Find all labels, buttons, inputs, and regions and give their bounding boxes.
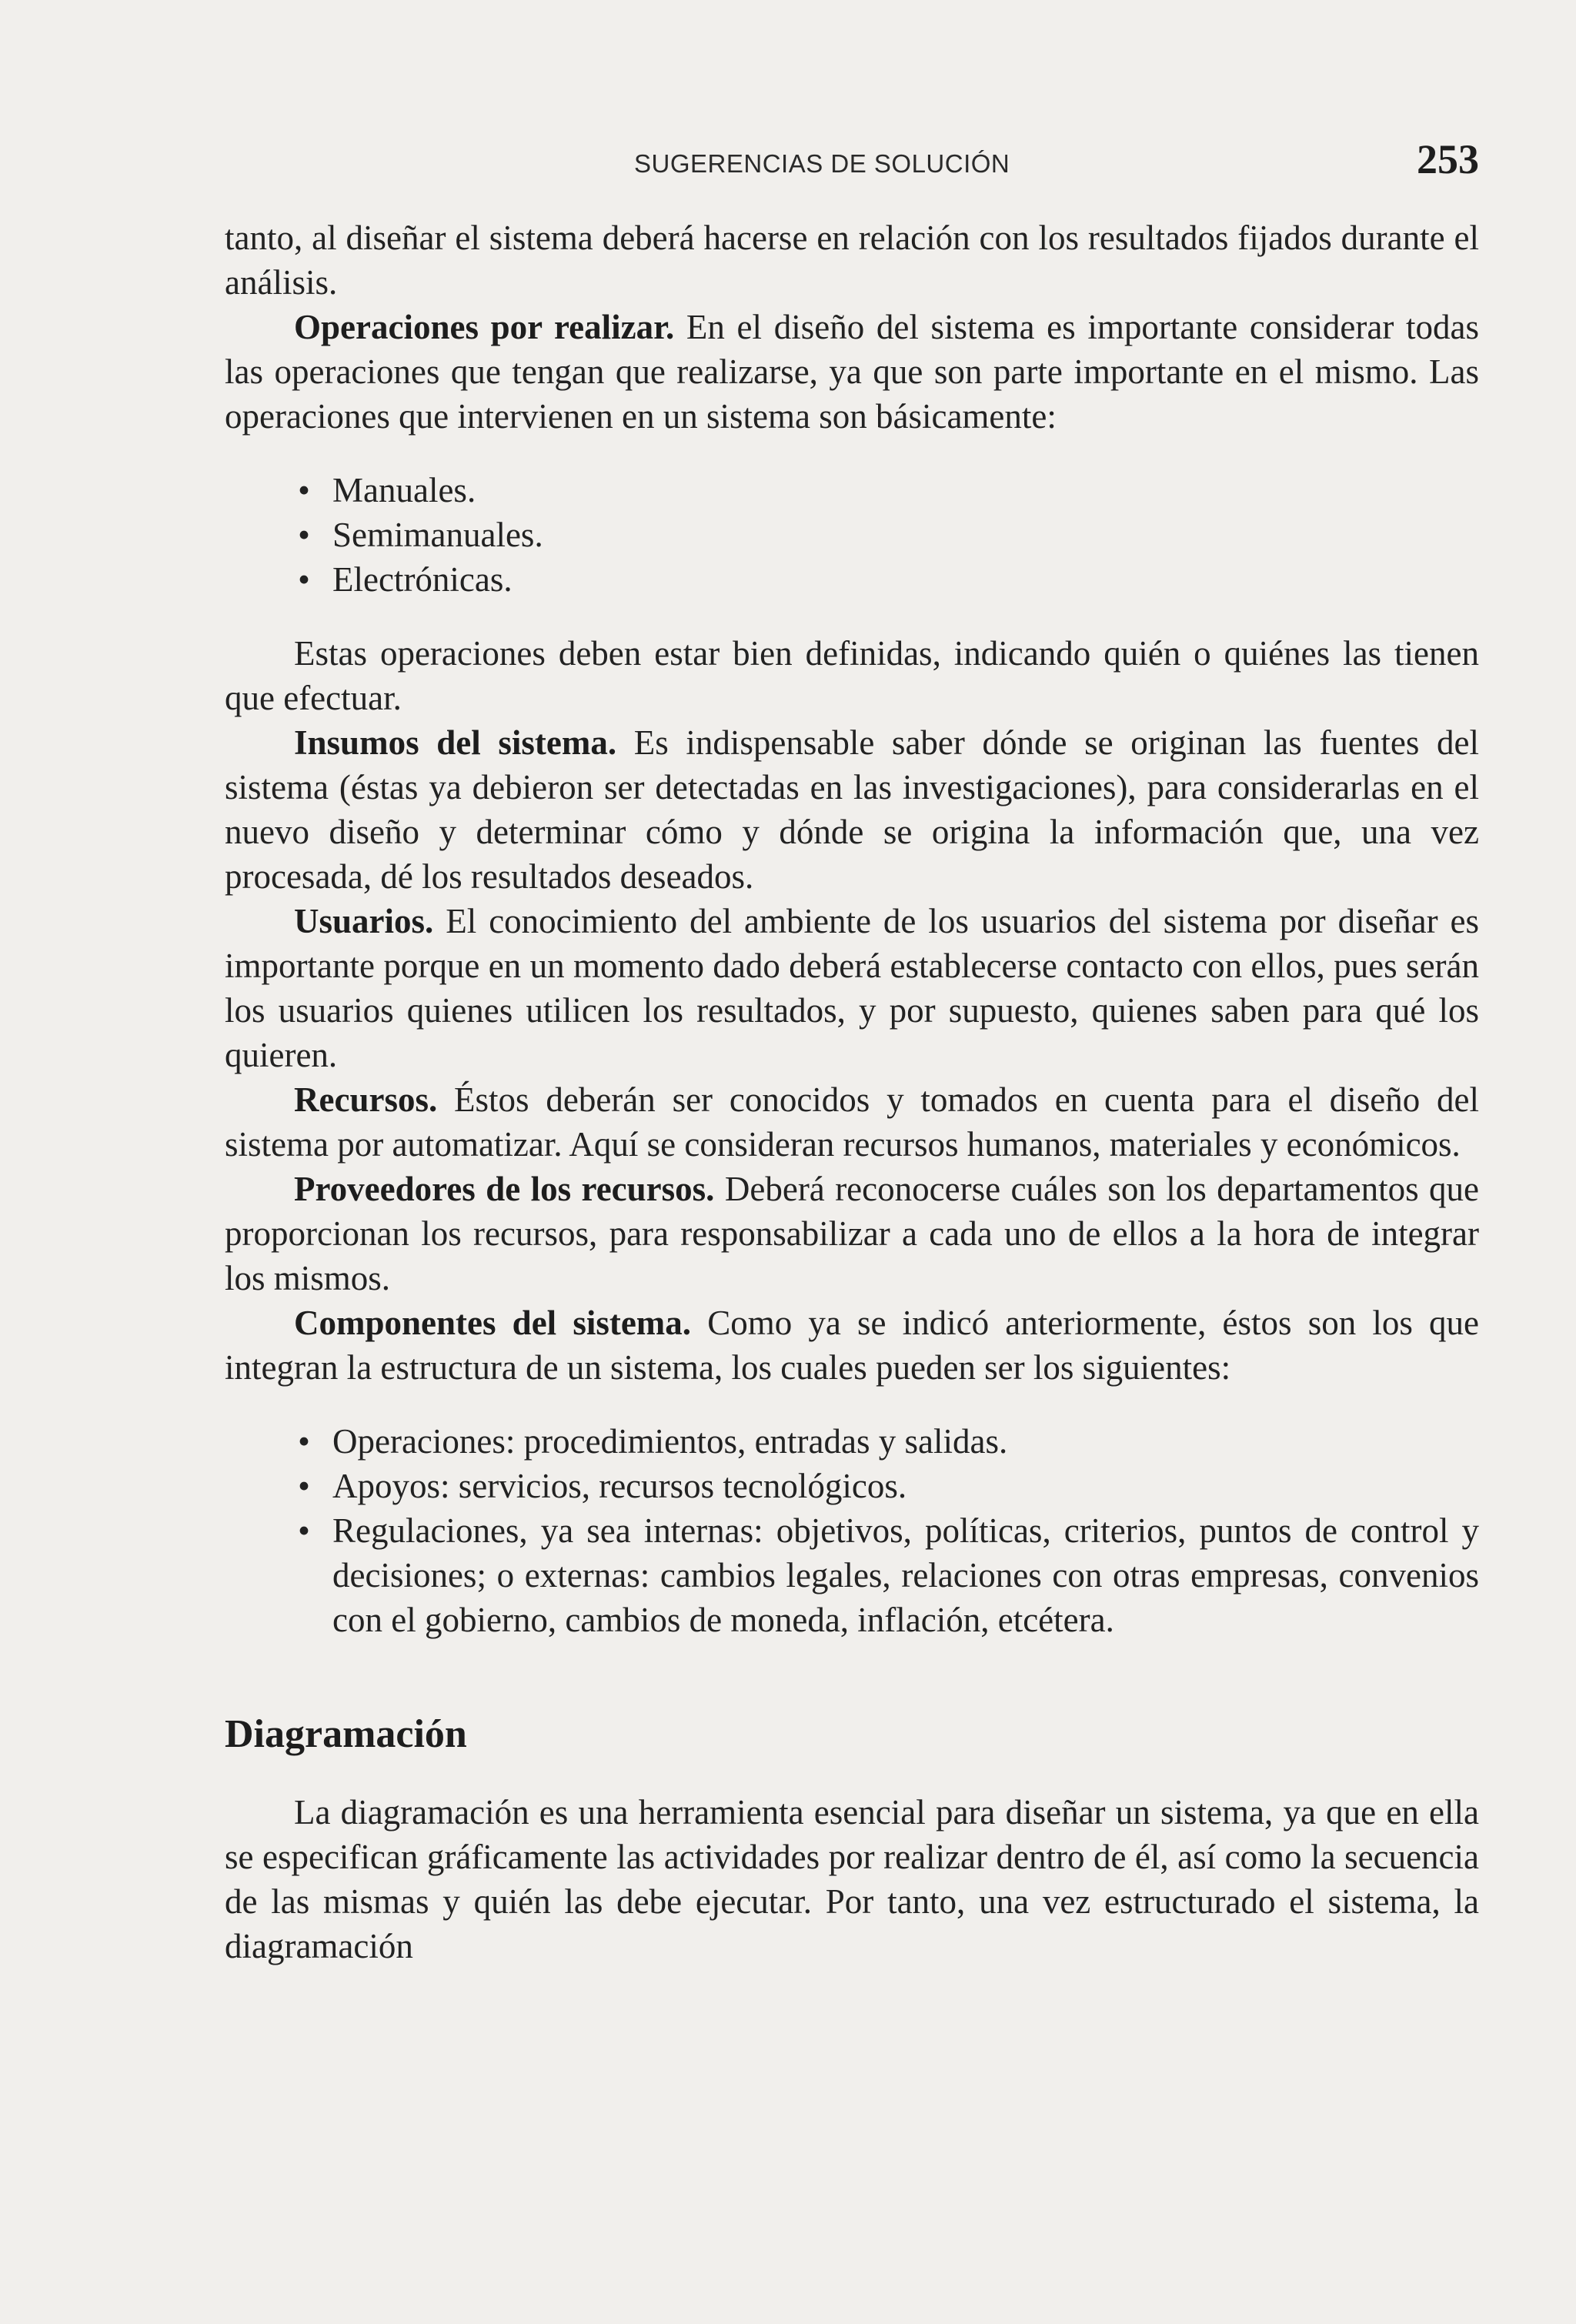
bullet-icon: •: [298, 560, 310, 599]
run-in-heading: Usuarios.: [294, 902, 434, 940]
page-number: 253: [1417, 136, 1479, 182]
paragraph-text: Deberá reconocerse cuáles son los departamentos que proporcionan los recursos, para responsabilizar a cada uno de ellos a la hora de integrar los mismos.: [225, 1170, 1479, 1297]
list-item: [225, 1464, 1479, 1508]
paragraph-text: Como ya se indicó anteriormente, éstos son los que integran la estructura de un sistema, los cuales pueden ser los siguientes:: [225, 1304, 1480, 1387]
bullet-icon: •: [298, 516, 310, 554]
page-header: [225, 129, 1479, 183]
list-item: [225, 557, 1479, 602]
run-in-heading: Proveedores de los recursos.: [294, 1170, 715, 1208]
list-item-text: Operaciones: procedimientos, entradas y salidas.: [332, 1422, 1008, 1461]
run-in-heading: Recursos.: [294, 1080, 438, 1119]
operations-list: [225, 468, 1479, 602]
paragraph-text: Estas operaciones deben estar bien definidas, indicando quién o quiénes las tienen que efectuar.: [225, 634, 1479, 717]
run-in-heading: Operaciones por realizar.: [294, 308, 675, 346]
run-in-heading: Insumos del sistema.: [294, 723, 617, 762]
paragraph-diagramacion: [225, 1790, 1479, 1968]
paragraph-continuation: [225, 215, 1479, 305]
bullet-icon: •: [298, 1511, 310, 1550]
paragraph-usuarios: [225, 899, 1479, 1077]
paragraph-text: Es indispensable saber dónde se originan las fuentes del sistema (éstas ya debieron ser detectadas en las investigaciones), para considerarlas en el nuevo diseño y determinar cómo y dónde se origina la información que, una vez procesada, dé los resultados deseados.: [225, 723, 1480, 896]
list-item: [225, 1508, 1479, 1642]
components-list: [225, 1419, 1479, 1642]
run-in-heading: Componentes del sistema.: [294, 1304, 692, 1342]
paragraph-text: La diagramación es una herramienta esencial para diseñar un sistema, ya que en ella se especifican gráficamente las actividades por realizar dentro de él, así como la secuencia de las mismas y quién las debe ejecutar. Por tanto, una vez estructurado el sistema, la diagramación: [225, 1793, 1479, 1965]
paragraph-operaciones: [225, 305, 1479, 439]
paragraph-recursos: [225, 1077, 1479, 1167]
bullet-icon: •: [298, 471, 310, 509]
paragraph-estas-operaciones: [225, 631, 1479, 720]
bullet-icon: •: [298, 1467, 310, 1505]
list-item-text: Regulaciones, ya sea internas: objetivos, políticas, criterios, puntos de control y decisiones; o externas: cambios legales, relaciones con otras empresas, convenios con el gobierno, cambios de moneda, inflación, etcétera.: [332, 1511, 1479, 1639]
list-item: [225, 513, 1479, 557]
bullet-icon: •: [298, 1422, 310, 1461]
list-item-text: Apoyos: servicios, recursos tecnológicos.: [332, 1467, 907, 1505]
page-body: [225, 215, 1479, 1968]
list-item: [225, 468, 1479, 513]
running-title: SUGERENCIAS DE SOLUCIÓN: [634, 149, 1010, 178]
paragraph-text: En el diseño del sistema es importante considerar todas las operaciones que tengan que realizarse, ya que son parte importante en el mismo. Las operaciones que intervienen en un sistema son básicamente:: [225, 308, 1480, 436]
section-heading: Diagramación: [225, 1712, 467, 1756]
paragraph-text: El conocimiento del ambiente de los usuarios del sistema por diseñar es importante porque en un momento dado deberá establecerse contacto con ellos, pues serán los usuarios quienes utilicen los resultados, y por supuesto, quienes saben para qué los quieren.: [225, 902, 1480, 1074]
paragraph-insumos: [225, 720, 1479, 899]
paragraph-proveedores: [225, 1167, 1479, 1301]
list-item-text: Electrónicas.: [332, 560, 513, 599]
paragraph-componentes: [225, 1301, 1479, 1390]
list-item-text: Semimanuales.: [332, 516, 543, 554]
list-item: [225, 1419, 1479, 1464]
list-item-text: Manuales.: [332, 471, 476, 509]
paragraph-text: tanto, al diseñar el sistema deberá hacerse en relación con los resultados fijados durante el análisis.: [225, 219, 1479, 302]
paragraph-text: Éstos deberán ser conocidos y tomados en cuenta para el diseño del sistema por automatizar. Aquí se consideran recursos humanos, materiales y económicos.: [225, 1080, 1480, 1164]
